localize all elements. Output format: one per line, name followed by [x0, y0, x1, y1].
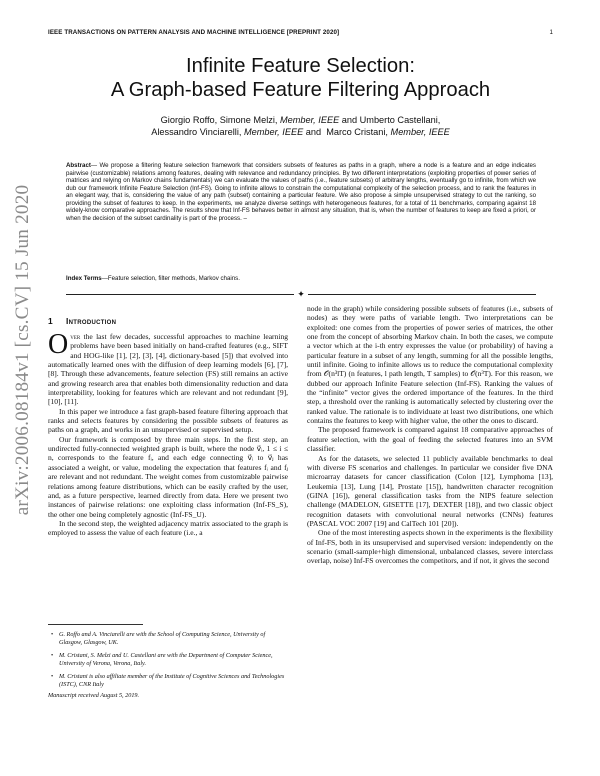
- drop-cap: O: [48, 329, 69, 360]
- arxiv-stamp-text: arXiv:2006.08184v1 [cs.CV] 15 Jun 2020: [12, 184, 33, 516]
- authors: [48, 115, 553, 138]
- paragraph: As for the datasets, we selected 11 publicly available benchmarks to deal with diverse FS scenarios and challenges. In particular we consider five DNA microarray datasets for cancer classification (Colon [12], Lymphoma [13], Leukemia [13], Lung [14], Prostate [15]), handwritten character recognition (GINA [16]), general classification tasks from the NIPS feature selection challenge (MADELON, GISETTE [17], DEXTER [18]), and two classic object recognition datasets with convolutional neural networks (CNNs) features (PASCAL VOC 2007 [19] and CalTech 101 [20]).: [307, 453, 553, 528]
- paragraph: Over the last few decades, successful approaches to machine learning problems have been based initially on hand-crafted features (e.g., SIFT and HOG-like [1], [2], [3], [4], dictionary-based [5]) that evolved into automatically learned ones with the diffusion of deep learning models [6], [7], [8]. Through these advancements, feature selection (FS) still remains an active and growing research area that enables both dimensionality reduction and data interpretability, looking for features which are relevant and not redundant [9], [10], [11].: [48, 329, 288, 407]
- abstract-label: Abstract: [66, 162, 91, 169]
- section-title: Introduction: [66, 316, 117, 326]
- index-terms: [66, 275, 536, 283]
- abstract-text: — We propose a filtering feature selection framework that considers subsets of features as paths in a graph, where a node is a feature and an edge indicates pairwise (customizable) relations among features, dealing with relevance and redundancy principles. By two different interpretations (exploiting properties of power series of matrices and relying on Markov chains fundamentals) we can evaluate the values of paths (i.e., feature subsets) of arbitrary lengths, eventually go to infinite, from which we dub our framework Infinite Feature Selection (Inf-FS). Going to infinite allows to constrain the computational complexity of the selection process, and to rank the features in an elegant way, that is, considering the value of any path (subset) containing a particular feature. We also propose a simple unsupervised strategy to cut the ranking, so providing the subset of features to keep. In the experiments, we analyze diverse settings with heterogeneous features, for a total of 11 benchmarks, comparing against 18 widely-know comparative approaches. The results show that Inf-FS behaves better in almost any situation, that is, when the number of features to keep are fixed a priori, or when the decision of the subset cardinality is part of the process. –: [66, 162, 536, 222]
- page-number: 1: [549, 29, 553, 36]
- abstract: [66, 162, 536, 222]
- journal-title: IEEE TRANSACTIONS ON PATTERN ANALYSIS AND MACHINE INTELLIGENCE [PREPRINT 2020]: [48, 29, 340, 36]
- divider-ornament: ✦: [297, 289, 305, 299]
- paragraph: In the second step, the weighted adjacency matrix associated to the graph is employed to assess the value of each feature (i.e., a: [48, 518, 288, 538]
- section-divider: [66, 290, 536, 298]
- arxiv-stamp: [6, 130, 40, 570]
- index-terms-text: —Feature selection, filter methods, Markov chains.: [101, 275, 240, 282]
- paragraph: In this paper we introduce a fast graph-based feature filtering approach that ranks and selects features by considering the possible subsets of features as paths on a graph, and works in an unsupervised or supervised setup.: [48, 406, 288, 435]
- footnotes: [48, 631, 288, 700]
- text-column-right: [307, 304, 553, 566]
- paragraph: One of the most interesting aspects shown in the experiments is the flexibility of Inf-FS, both in its unsupervised and supervised version: independently on the scenario (small-sample+high dimensional, unbalanced classes, severe interclass overlap, noise) Inf-FS overcomes the competitors, and if not, it gives the second: [307, 528, 553, 566]
- authors-line-2: Alessandro Vinciarelli, Member, IEEE and Marco Cristani, Member, IEEE: [151, 126, 450, 137]
- title-line-1: Infinite Feature Selection:: [186, 55, 415, 77]
- authors-line-1: Giorgio Roffo, Simone Melzi, Member, IEEE and Umberto Castellani,: [160, 115, 441, 125]
- paragraph: The proposed framework is compared against 18 comparative approaches of feature selection, with the goal of feeding the selected features into an SVM classifier.: [307, 425, 553, 454]
- section-number: 1: [48, 316, 53, 326]
- running-head: [48, 29, 553, 39]
- footnote: • M. Cristani is also affiliate member of the Institute of Cognitive Sciences and Technologies (ISTC), CNR Italy: [48, 673, 288, 688]
- text-column-left: [48, 329, 288, 538]
- paragraph: Our framework is composed by three main steps. In the first step, an undirected fully-connected weighted graph is built, where the node v⃗ᵢ, 1 ≤ i ≤ n, corresponds to the feature fᵢ, and each edge connecting v⃗ᵢ to v⃗ⱼ has associated a weight, or value, modeling the expectation that features fᵢ and fⱼ are relevant and not redundant. The weight comes from customizable pairwise relations among feature distributions, which can be easily crafted by the user, and, as a future perspective, learned directly from data. Here we present two instances of pairwise relations: one exploiting class information (Inf-FS_S), the other one being completely agnostic (Inf-FS_U).: [48, 434, 288, 519]
- paper-title: [48, 54, 553, 102]
- manuscript-received: Manuscript received August 5, 2019.: [48, 692, 140, 699]
- section-heading: [48, 316, 288, 326]
- footnote: • G. Roffo and A. Vinciarelli are with the School of Computing Science, University of Glasgow, Glasgow, UK.: [48, 631, 288, 646]
- footnote-rule: [48, 624, 143, 625]
- footnote: • M. Cristani, S. Melzi and U. Castellani are with the Department of Computer Science, University of Verona, Verona, Italy.: [48, 652, 288, 667]
- title-line-2: A Graph-based Feature Filtering Approach: [110, 79, 491, 101]
- index-terms-label: Index Terms: [66, 275, 102, 282]
- paragraph: node in the graph) while considering possible subsets of features (i.e., subsets of nodes) as they were paths of variable length. Two interpretations can be exploited: one comes from the properties of power series of matrices, the other one from the concept of absorbing Markov chain. In both the cases, we compute a vector which at the i-th entry expresses the value (or probability) of having a particular feature in a subset of any length, summing for all the possible lengths, until infinite. Going to infinite allows us to reduce the computational complexity from 𝒪(n³lT) (n features, l path length, T samples) to 𝒪(n³T). For this reason, we dubbed our approach Infinite Feature selection (Inf-FS). Ranking the values of the “infinite” vector gives the ordered importance of the features. In the third step, a threshold over the ranking is automatically selected by clustering over the ranked value. The rationale is to individuate at least two distributions, one which contains the features to keep with higher value, the other the ones to discard.: [307, 304, 553, 426]
